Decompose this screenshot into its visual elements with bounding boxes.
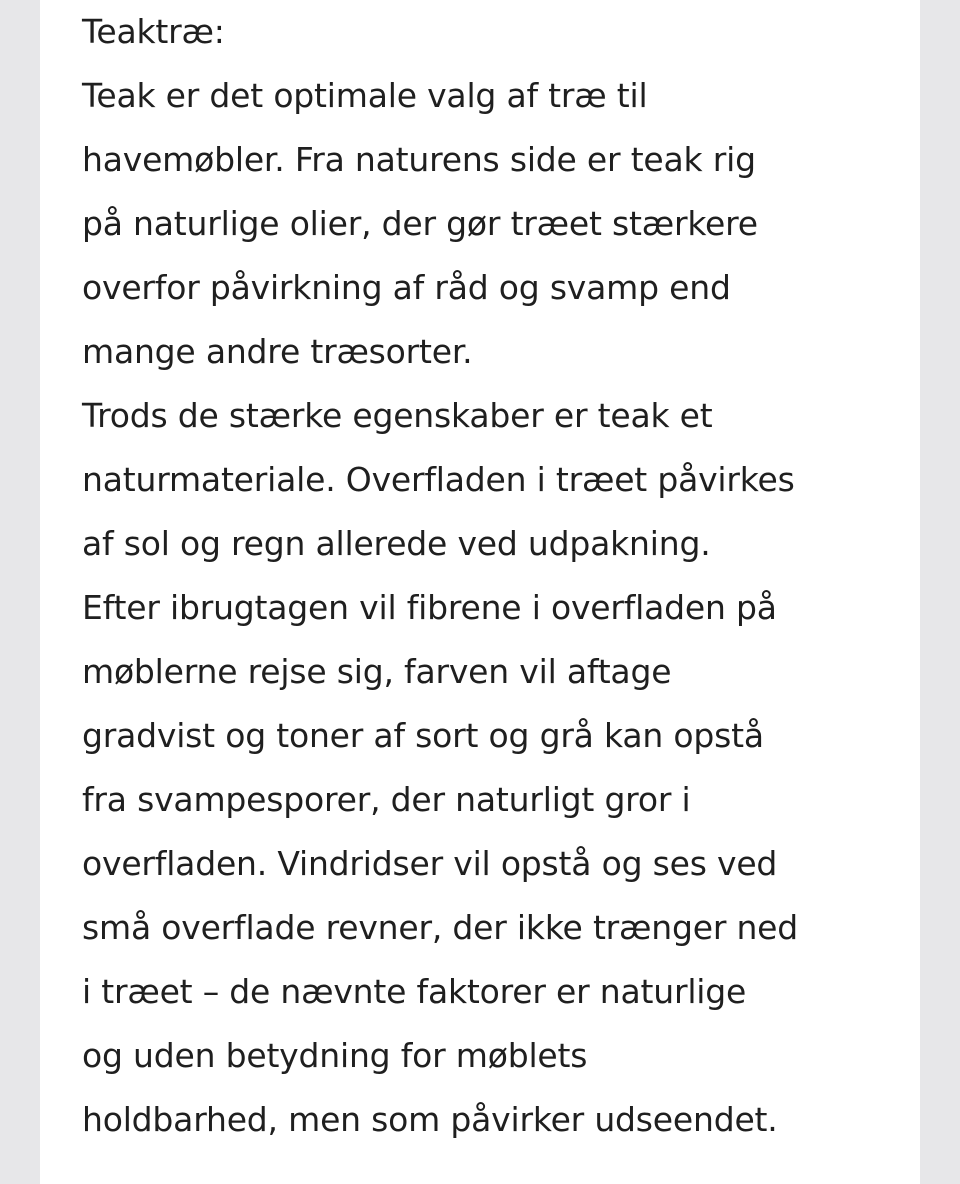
article-text — [82, 0, 902, 1152]
text-line: små overflade revner, der ikke trænger ned — [82, 908, 799, 947]
text-line: Efter ibrugtagen vil fibrene i overfladen på — [82, 588, 777, 627]
text-line: på naturlige olier, der gør træet stærkere — [82, 204, 758, 243]
text-line: havemøbler. Fra naturens side er teak rig — [82, 140, 756, 179]
text-line: møblerne rejse sig, farven vil aftage — [82, 652, 672, 691]
text-line: overfladen. Vindridser vil opstå og ses ved — [82, 844, 778, 883]
text-line: Trods de stærke egenskaber er teak et — [82, 396, 713, 435]
text-line: gradvist og toner af sort og grå kan opstå — [82, 716, 764, 755]
text-line: i træet – de nævnte faktorer er naturlige — [82, 972, 747, 1011]
text-line: Teak er det optimale valg af træ til — [82, 76, 648, 115]
text-line: overfor påvirkning af råd og svamp end — [82, 268, 731, 307]
text-line: mange andre træsorter. — [82, 332, 473, 371]
heading-line: Teaktræ: — [82, 12, 225, 51]
text-line: og uden betydning for møblets — [82, 1036, 588, 1075]
text-line: af sol og regn allerede ved udpakning. — [82, 524, 711, 563]
text-line: fra svampesporer, der naturligt gror i — [82, 780, 691, 819]
text-line: holdbarhed, men som påvirker udseendet. — [82, 1100, 778, 1139]
content-card — [40, 0, 920, 1184]
text-line: naturmateriale. Overfladen i træet påvirkes — [82, 460, 795, 499]
